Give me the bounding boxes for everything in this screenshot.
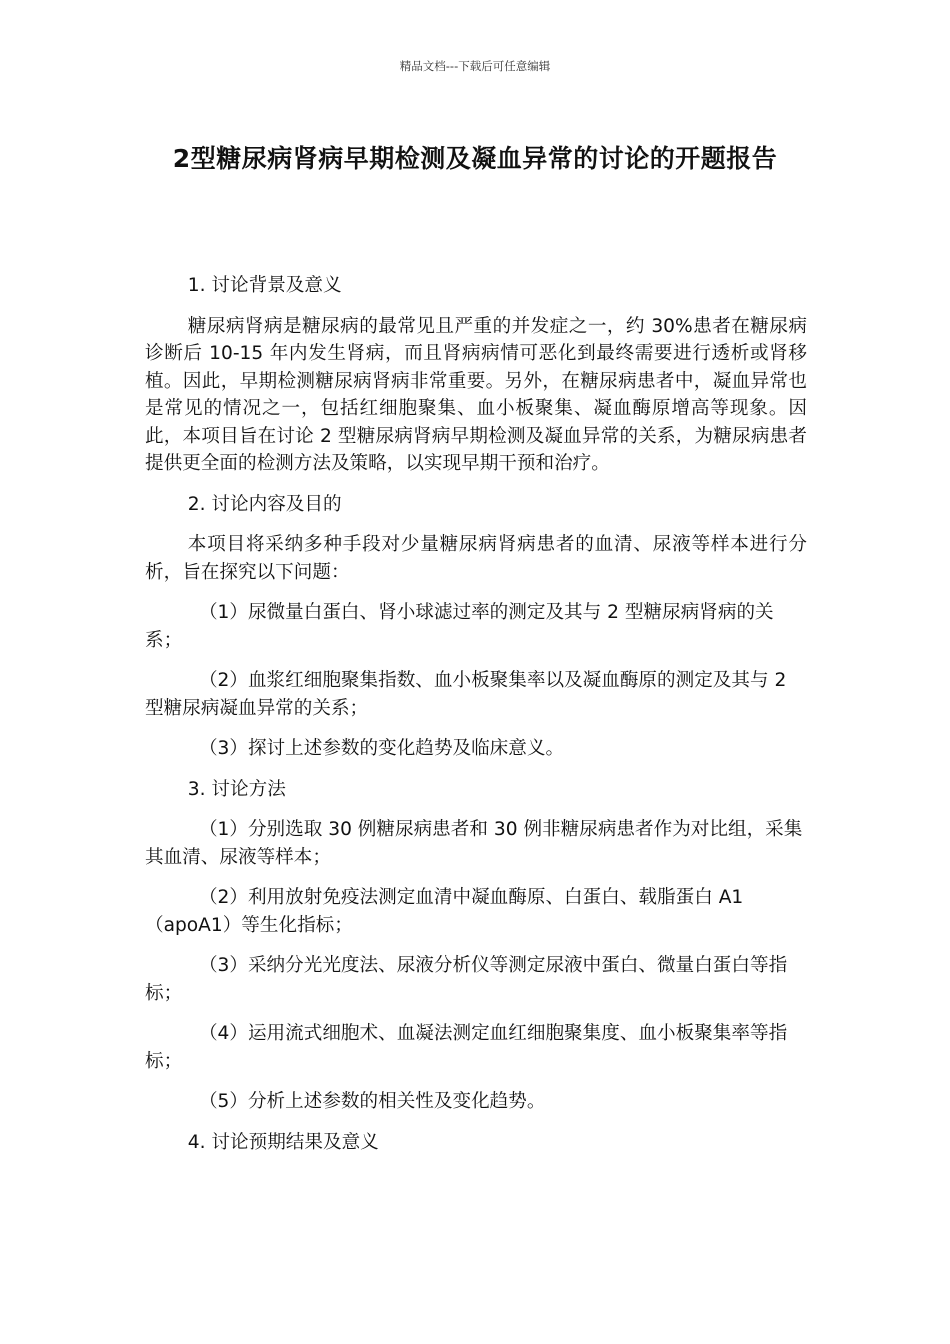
section-heading: 2. 讨论内容及目的 <box>187 493 342 515</box>
paragraph: 糖尿病肾病是糖尿病的最常见且严重的并发症之一，约 30%患者在糖尿病诊断后 10-15 年内发生肾病，而且肾病病情可恶化到最终需要进行透析或肾移植。因此，早期检测糖尿病肾病非常重要。另外，在糖尿病患者中，凝血异常也是常见的情况之一，包括红细胞聚集、血小板聚集、凝血酶原增高等现象。因此，本项目旨在讨论 2 型糖尿病肾病早期检测及凝血异常的关系，为糖尿病患者提供更全面的检测方法及策略，以实现早期干预和治疗。 <box>145 315 807 474</box>
section-heading: 4. 讨论预期结果及意义 <box>187 1131 379 1153</box>
list-item: （2）血浆红细胞聚集指数、血小板聚集率以及凝血酶原的测定及其与 2 型糖尿病凝血异常的关系； <box>145 670 787 719</box>
list-item: （3）探讨上述参数的变化趋势及临床意义。 <box>198 738 565 759</box>
paragraph: 本项目将采纳多种手段对少量糖尿病肾病患者的血清、尿液等样本进行分析，旨在探究以下问题： <box>145 534 807 583</box>
page-header-note: 精品文档---下载后可任意编辑 <box>399 59 551 73</box>
section-heading: 1. 讨论背景及意义 <box>187 275 342 296</box>
list-item: （4）运用流式细胞术、血凝法测定血红细胞聚集度、血小板聚集率等指标； <box>145 1023 788 1072</box>
section-heading: 3. 讨论方法 <box>187 778 286 800</box>
document-body <box>145 272 807 1169</box>
list-item: （1）尿微量白蛋白、肾小球滤过率的测定及其与 2 型糖尿病肾病的关系； <box>145 602 774 651</box>
list-item: （5）分析上述参数的相关性及变化趋势。 <box>198 1091 546 1112</box>
list-item: （3）采纳分光光度法、尿液分析仪等测定尿液中蛋白、微量白蛋白等指标； <box>145 955 788 1004</box>
list-item: （1）分别选取 30 例糖尿病患者和 30 例非糖尿病患者作为对比组，采集其血清、尿液等样本； <box>145 819 803 868</box>
list-item: （2）利用放射免疫法测定血清中凝血酶原、白蛋白、载脂蛋白 A1（apoA1）等生化指标； <box>145 887 744 936</box>
document-title: 2型糖尿病肾病早期检测及凝血异常的讨论的开题报告 <box>172 144 778 173</box>
